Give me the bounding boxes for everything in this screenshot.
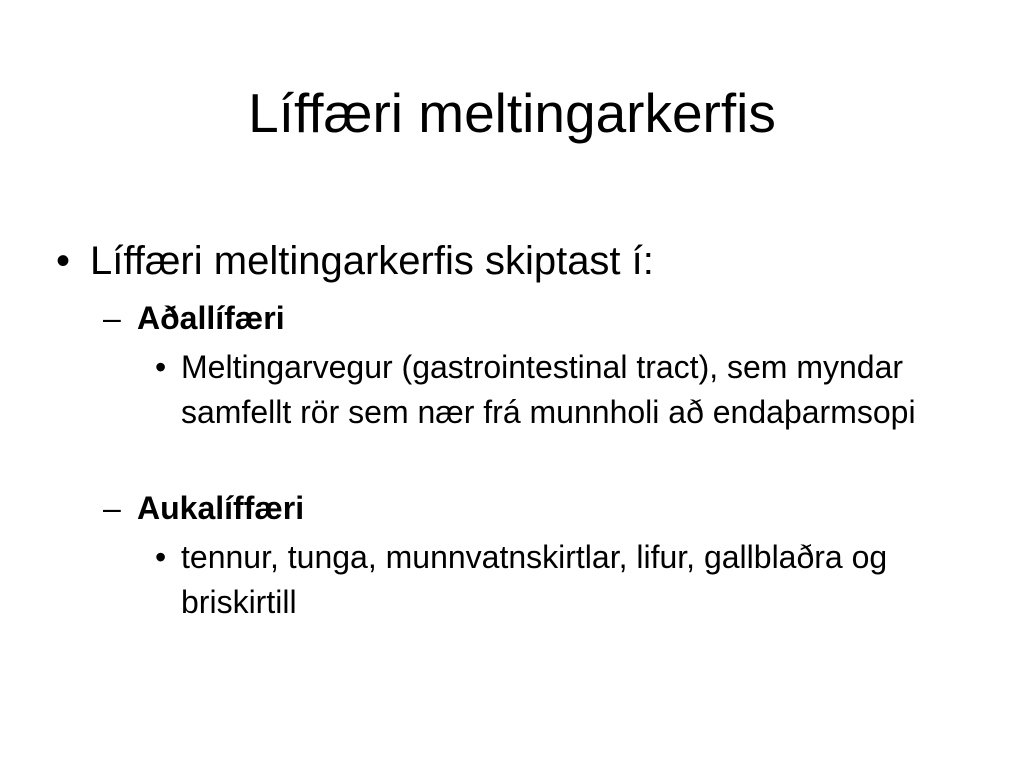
section-heading-accessory-organs (103, 488, 304, 528)
sub-bullet-text: tennur, tunga, munnvatnskirtlar, lifur, gallblaðra og briskirtill (181, 539, 888, 620)
sub-bullet-accessory-list (155, 535, 981, 625)
dash-marker: – (103, 490, 121, 526)
bullet-text: Líffæri meltingarkerfis skiptast í: (90, 239, 654, 283)
section-heading: Aðallífæri (137, 300, 285, 336)
dash-marker: – (103, 300, 121, 336)
section-heading-primary-organs (103, 298, 285, 338)
bullet-marker: • (56, 239, 71, 283)
sub-bullet-digestive-tract (155, 345, 981, 435)
sub-bullet-text: Meltingarvegur (gastrointestinal tract), sem myndar samfellt rör sem nær frá munnholi að endaþarmsopi (181, 349, 916, 430)
bullet-marker: • (155, 539, 167, 575)
bullet-level1 (56, 236, 654, 286)
slide-title: Líffæri meltingarkerfis (248, 82, 776, 144)
bullet-marker: • (155, 349, 167, 385)
section-heading: Aukalíffæri (137, 490, 305, 526)
